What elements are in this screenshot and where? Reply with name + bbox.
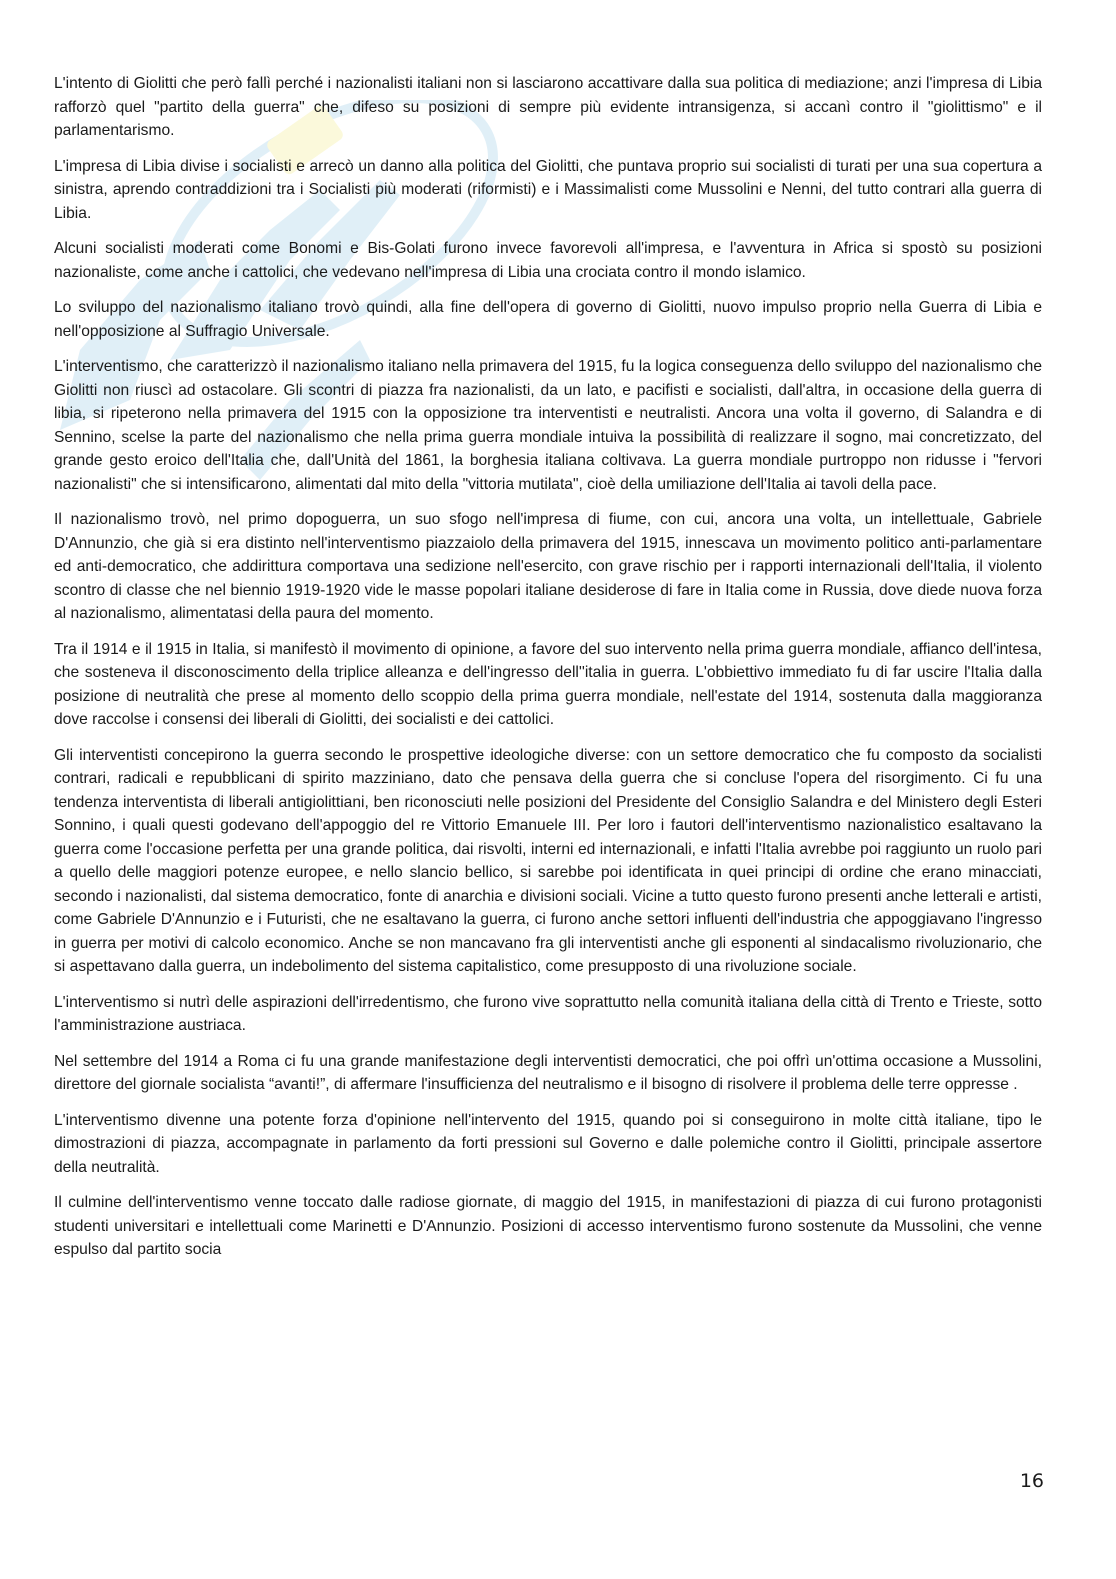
paragraph-4: Lo sviluppo del nazionalismo italiano trovò quindi, alla fine dell'opera di governo di Giolitti, nuovo impulso proprio nella Guerra di Libia e nell'opposizione al Suffragio Universale. xyxy=(54,299,1042,340)
paragraph-12: Il culmine dell'interventismo venne toccato dalle radiose giornate, di maggio del 1915, in manifestazioni di piazza di cui furono protagonisti studenti universitari e intellettuali come Marinetti e D'Annunzio. Posizioni di accesso interventismo furono sostenute da Mussolini, che venne espulso dal partito socia xyxy=(54,1194,1042,1258)
document-body xyxy=(54,72,1042,1274)
page-number: 16 xyxy=(1019,1470,1044,1492)
paragraph-7: Tra il 1914 e il 1915 in Italia, si manifestò il movimento di opinione, a favore del suo intervento nella prima guerra mondiale, affianco dell'intesa, che sosteneva il disconoscimento della triplice alleanza e dell'ingresso dell''italia in guerra. L'obbiettivo immediato fu di far uscire l'Italia dalla posizione di neutralità che prese al momento dello scoppio della prima guerra mondiale, nell'estate del 1914, sostenuta dalla maggioranza dove raccolse i consensi dei liberali di Giolitti, dei socialisti e dei cattolici. xyxy=(54,640,1042,728)
paragraph-6: Il nazionalismo trovò, nel primo dopoguerra, un suo sfogo nell'impresa di fiume, con cui, ancora una volta, un intellettuale, Gabriele D'Annunzio, che già si era distinto nell'interventismo piazzaiolo della primavera del 1915, innescava un movimento politico anti-parlamentare ed anti-democratico, che addirittura comportava una sedizione nell'esercito, con grave rischio per i rapporti internazionali dell'Italia, il violento scontro di classe che nel biennio 1919-1920 vide le masse popolari italiane desiderose di fare in Italia come in Russia, dove diede nuova forza al nazionalismo, alimentatasi della paura del momento. xyxy=(54,511,1042,622)
paragraph-9: L'interventismo si nutrì delle aspirazioni dell'irredentismo, che furono vive soprattutto nella comunità italiana della città di Trento e Trieste, sotto l'amministrazione austriaca. xyxy=(54,993,1042,1034)
paragraph-11: L'interventismo divenne una potente forza d'opinione nell'intervento del 1915, quando poi si conseguirono in molte città italiane, tipo le dimostrazioni di piazza, accompagnate in parlamento da forti pressioni sul Governo e dalle polemiche contro il Giolitti, principale assertore della neutralità. xyxy=(54,1111,1042,1176)
paragraph-1: L'intento di Giolitti che però fallì perché i nazionalisti italiani non si lasciarono accattivare dalla sua politica di mediazione; anzi l'impresa di Libia rafforzò quel "partito della guerra" che, difeso su posizioni di sempre più evidente intransigenza, si accanì contro il "giolittismo" e il parlamentarismo. xyxy=(54,75,1042,139)
paragraph-3: Alcuni socialisti moderati come Bonomi e Bis-Golati furono invece favorevoli all'impresa, e l'avventura in Africa si spostò su posizioni nazionaliste, come anche i cattolici, che vedevano nell'impresa di Libia una crociata contro il mondo islamico. xyxy=(54,240,1042,281)
paragraph-8: Gli interventisti concepirono la guerra secondo le prospettive ideologiche diverse: con un settore democratico che fu composto da socialisti contrari, radicali e repubblicani di spirito mazziniano, dato che pensava della guerra che si concluse l'opera del risorgimento. Ci fu una tendenza interventista di liberali antigiolittiani, ben riconosciuti nelle posizioni del Presidente del Consiglio Salandra e del Ministero degli Esteri Sonnino, i quali questi godevano dell'appoggio del re Vittorio Emanuele III. Per loro i fautori dell'interventismo nazionalistico esaltavano la guerra come l'occasione perfetta per una grande politica, dai risvolti, interni ed internazionali, e infatti l'Italia avrebbe poi raggiunto un ruolo pari a quello delle maggiori potenze europee, e nello slancio bellico, si sarebbe poi identificata in quei principi di ordine che erano minacciati, secondo i nazionalisti, dal sistema democratico, fonte di anarchia e divisioni sociali. Vicine a tutto questo furono presenti anche letterali e artisti, come Gabriele D'Annunzio e i Futuristi, che ne esaltavano la guerra, ci furono anche settori influenti dell'industria che appoggiavano l'ingresso in guerra per motivi di calcolo economico. Anche se non mancavano fra gli interventisti anche gli esponenti al sindacalismo rivoluzionario, che si aspettavano dalla guerra, un indebolimento del sistema capitalistico, come presupposto di una rivoluzione sociale. xyxy=(54,746,1042,975)
paragraph-2: L'impresa di Libia divise i socialisti e arrecò un danno alla politica del Giolitti, che puntava proprio sui socialisti di turati per una sua copertura a sinistra, aprendo contraddizioni tra i Socialisti più moderati (riformisti) e i Massimalisti come Mussolini e Nenni, del tutto contrari alla guerra di Libia. xyxy=(54,157,1042,222)
paragraph-5: L'interventismo, che caratterizzò il nazionalismo italiano nella primavera del 1915, fu la logica conseguenza dello sviluppo del nazionalismo che Giolitti non riuscì ad ostacolare. Gli scontri di piazza fra nazionalisti, da un lato, e pacifisti e socialisti, dall'altra, in occasione della guerra di libia, si ripeterono nella primavera del 1915 con la opposizione tra interventisti e neutralisti. Ancora una volta il governo, di Salandra e di Sennino, scelse la parte del nazionalismo che nella prima guerra mondiale intuiva la possibilità di realizzare il sogno, mai concretizzato, del grande gesto eroico dell'Italia che, dall'Unità del 1861, la borghesia italiana coltivava. La guerra mondiale purtroppo non ridusse i "fervori nazionalisti" che si intensificarono, alimentati dal mito della "vittoria mutilata", cioè della umiliazione dell'Italia ai tavoli della pace. xyxy=(54,358,1042,493)
paragraph-10: Nel settembre del 1914 a Roma ci fu una grande manifestazione degli interventisti democratici, che poi offrì un'ottima occasione a Mussolini, direttore del giornale socialista “avanti!”, di affermare l'insufficienza del neutralismo e il bisogno di risolvere il problema delle terre oppresse . xyxy=(54,1052,1042,1093)
